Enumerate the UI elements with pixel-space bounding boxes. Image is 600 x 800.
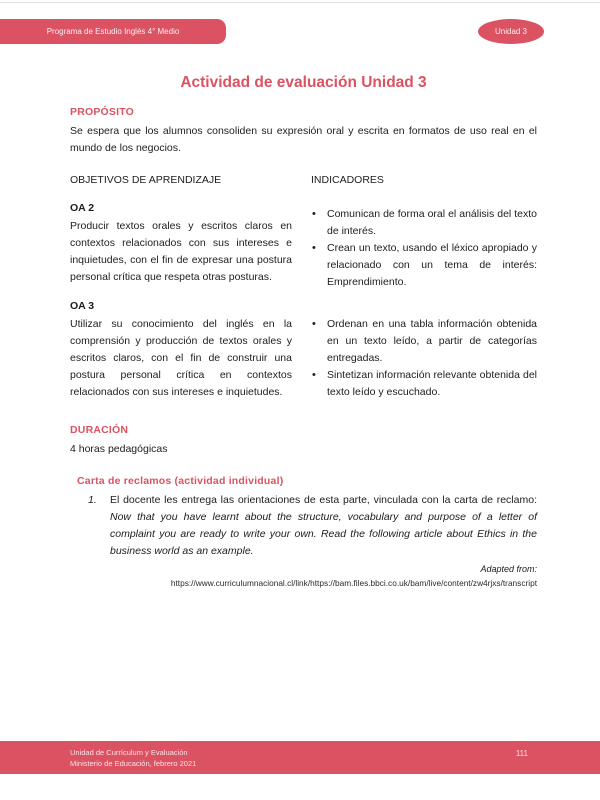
indicator-list-oa3: [311, 316, 537, 401]
proposito-heading: PROPÓSITO: [70, 106, 135, 118]
objetivos-heading: OBJETIVOS DE APRENDIZAJE: [70, 174, 222, 186]
footer-org-line2: Ministerio de Educación, febrero 2021: [70, 759, 197, 768]
unit-badge: [478, 19, 544, 44]
objectives-column: [70, 174, 292, 401]
proposito-body: Se espera que los alumnos consoliden su expresión oral y escrita en formatos de uso real en el mundo de los negocios.: [70, 125, 537, 154]
source-url-link[interactable]: https://www.curriculumnacional.cl/link/https://bam.files.bbci.co.uk/bam/live/content/zw4rjxs/transcript: [170, 578, 537, 588]
activity-intro-es: El docente les entrega las orientaciones de esta parte, vinculada con la carta de reclamo:: [110, 494, 537, 506]
page-content: [70, 70, 537, 589]
oa-2-code: OA 2: [70, 202, 95, 214]
list-number: 1.: [88, 494, 97, 506]
indicator-list-oa2: [311, 206, 537, 291]
indicator-item: • Sintetizan información relevante obtenida del texto leído y escuchado.: [311, 367, 537, 401]
oa-3-text: Utilizar su conocimiento del inglés en la comprensión y producción de textos orales y escritos claros, con el fin de construir una postura personal crítica en contextos relacionados con sus intereses e inquietudes.: [70, 318, 292, 398]
indicators-column: [311, 174, 537, 401]
activity-step-1-text: [110, 492, 537, 560]
oa-2-text: Producir textos orales y escritos claros en contextos relacionados con sus intereses e inquietudes, con el fin de expresar una postura personal crítica que respeta otras posturas.: [70, 220, 292, 283]
program-badge: [0, 19, 226, 44]
activity-heading: Carta de reclamos (actividad individual): [77, 475, 284, 487]
footer-organization: [70, 747, 196, 769]
indicator-item: • Ordenan en una tabla información obtenida en un texto leído, a partir de categorías entregadas.: [311, 316, 537, 367]
duracion-heading: DURACIÓN: [70, 424, 129, 436]
page-number: 111: [515, 749, 528, 758]
indicadores-heading: INDICADORES: [311, 174, 384, 186]
page-edge-line: [0, 2, 600, 3]
duracion-body: 4 horas pedagógicas: [70, 443, 168, 455]
page-title: Actividad de evaluación Unidad 3: [180, 74, 427, 91]
activity-step-1: [88, 492, 537, 560]
oa-3-code: OA 3: [70, 300, 95, 312]
oa-2-block: [70, 201, 292, 286]
footer-org-line1: Unidad de Currículum y Evaluación: [70, 748, 188, 757]
indicator-item: • Comunican de forma oral el análisis del texto de interés.: [311, 206, 537, 240]
program-badge-label: Programa de Estudio Inglés 4° Medio: [46, 27, 180, 36]
indicator-item: • Crean un texto, usando el léxico apropiado y relacionado con un tema de interés: Emprendimiento.: [311, 240, 537, 291]
unit-badge-label: Unidad 3: [494, 27, 528, 36]
activity-instruction-en: Now that you have learnt about the structure, vocabulary and purpose of a letter of complaint you are ready to write your own. Read the following article about Ethics in the business world as an example.: [110, 511, 537, 557]
footer-bar: [0, 741, 600, 774]
oa-3-block: [70, 299, 292, 401]
adapted-from-label: Adapted from:: [480, 564, 537, 574]
objectives-indicators-table: [70, 174, 537, 401]
